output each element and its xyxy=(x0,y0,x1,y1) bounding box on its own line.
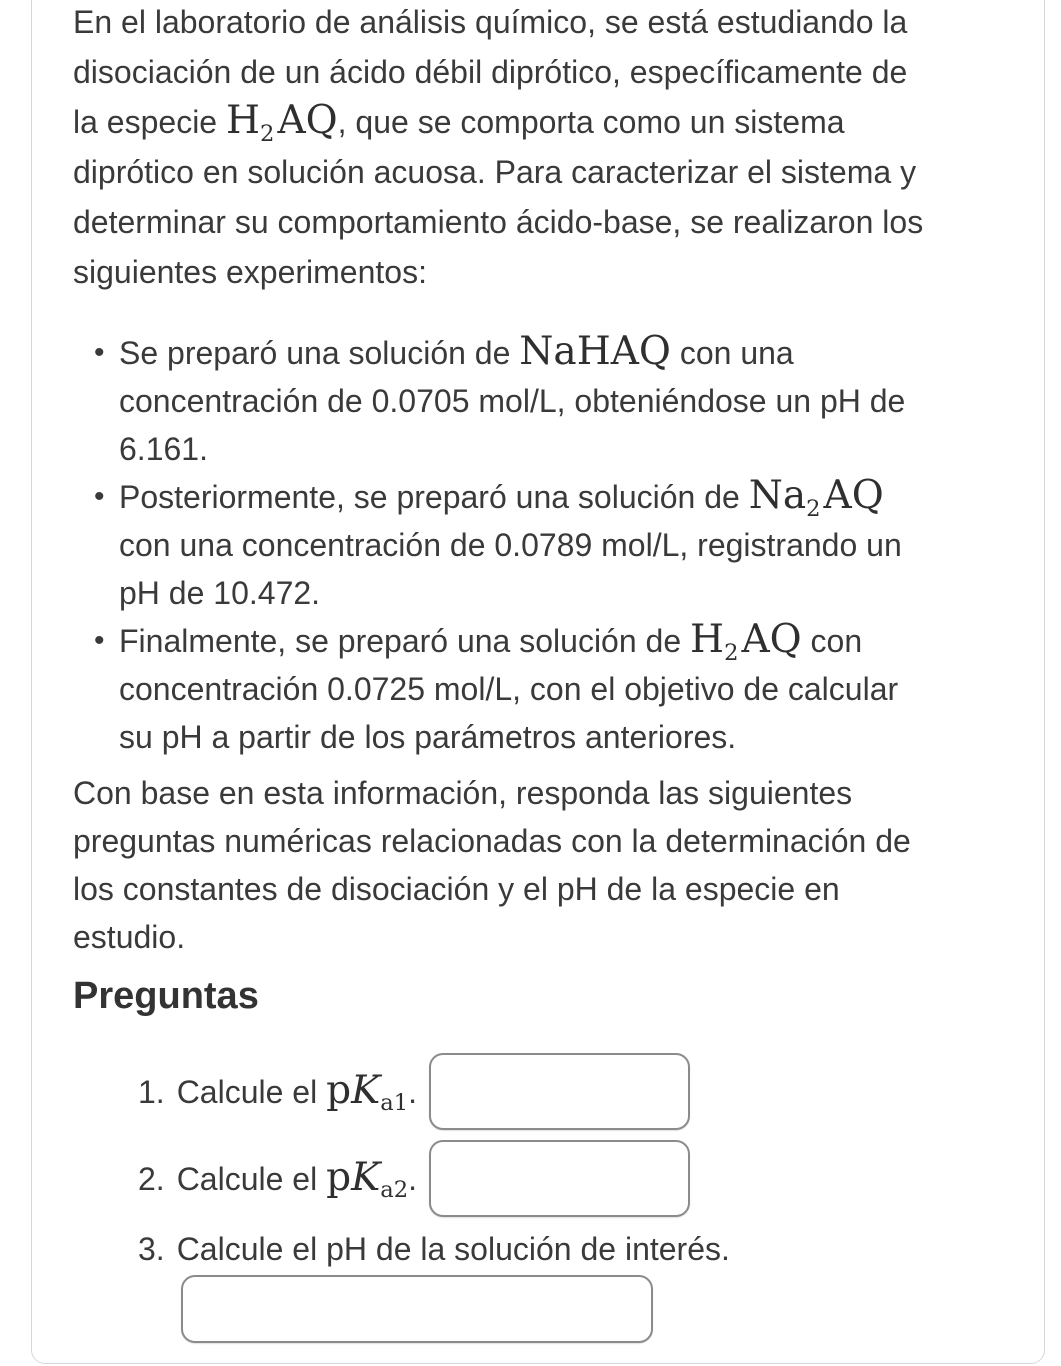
formula-symbol: K xyxy=(351,1067,381,1113)
pka1-answer-input[interactable] xyxy=(429,1053,690,1130)
text-line xyxy=(73,0,1016,47)
text-line xyxy=(119,617,898,665)
experiment-item xyxy=(73,473,1016,617)
text-line xyxy=(119,377,905,425)
experiment-item xyxy=(73,617,1016,761)
text-line xyxy=(119,665,898,713)
text-run: Finalmente, se preparó una solución de xyxy=(119,623,691,659)
question-item-pka1 xyxy=(138,1053,1016,1130)
chem-formula xyxy=(326,1067,409,1117)
text-run: con una concentración de 0.0789 mol/L, registrando un xyxy=(119,527,902,563)
question-label xyxy=(176,1067,418,1117)
text-run: concentración de 0.0705 mol/L, obteniéndose un pH de xyxy=(119,383,906,419)
text-run: concentración 0.0725 mol/L, con el objetivo de calcular xyxy=(119,671,899,707)
chem-formula xyxy=(225,98,338,147)
text-line xyxy=(73,97,1016,147)
text-run: siguientes experimentos: xyxy=(73,254,427,290)
text-run: pH de 10.472. xyxy=(119,575,321,611)
formula-symbol: NaHAQ xyxy=(519,329,671,374)
formula-symbol: H xyxy=(690,617,725,662)
text-run: . xyxy=(408,1073,418,1110)
text-line xyxy=(119,425,905,473)
text-run: Calcule el pH de la solución de interés. xyxy=(176,1231,730,1267)
text-run: Se preparó una solución de xyxy=(119,335,520,371)
problem-statement xyxy=(73,0,1016,297)
formula-symbol: K xyxy=(351,1154,381,1200)
formula-symbol: AQ xyxy=(741,617,802,662)
question-number: 3. xyxy=(138,1231,165,1267)
question-list xyxy=(73,1053,1016,1343)
formula-symbol: p xyxy=(326,1067,352,1113)
text-line xyxy=(73,197,1016,247)
question-label-line xyxy=(138,1227,1016,1271)
chem-formula xyxy=(519,329,671,374)
experiment-list xyxy=(73,329,1016,761)
questions-heading: Preguntas xyxy=(73,975,259,1017)
chem-formula xyxy=(690,617,802,666)
formula-subscript: 2 xyxy=(260,120,275,147)
question-label xyxy=(177,1227,730,1271)
text-run: , que se comporta como un sistema xyxy=(337,104,845,140)
text-run: En el laboratorio de análisis químico, se está estudiando la xyxy=(73,4,908,40)
question-card-content xyxy=(32,0,1044,1343)
formula-subscript: 2 xyxy=(806,495,821,522)
text-line xyxy=(73,817,1016,865)
question-label xyxy=(176,1154,418,1204)
formula-symbol: H xyxy=(225,98,261,143)
bullet-marker: • xyxy=(94,336,105,369)
text-run: los constantes de disociación y el pH de la especie en xyxy=(73,871,840,907)
question-item-ph xyxy=(138,1227,1016,1343)
text-line xyxy=(73,913,1016,961)
text-line xyxy=(119,473,902,521)
text-line xyxy=(119,329,905,377)
formula-symbol: AQ xyxy=(277,98,338,143)
experiment-text xyxy=(119,617,898,761)
text-run: 6.161. xyxy=(119,431,208,467)
formula-subscript: a1 xyxy=(380,1090,409,1117)
text-run: Calcule el xyxy=(176,1160,327,1197)
text-run: con xyxy=(801,623,863,659)
formula-symbol: p xyxy=(326,1154,352,1200)
text-line xyxy=(73,47,1016,97)
text-run: preguntas numéricas relacionadas con la determinación de xyxy=(73,823,911,859)
chem-formula xyxy=(748,473,884,522)
question-number: 1. xyxy=(138,1073,165,1110)
text-line xyxy=(73,147,1016,197)
text-line xyxy=(73,769,1016,817)
text-run: su pH a partir de los parámetros anteriores. xyxy=(119,719,737,755)
ph-answer-input[interactable] xyxy=(181,1275,653,1343)
formula-symbol: AQ xyxy=(823,473,884,518)
text-run: . xyxy=(408,1160,418,1197)
question-card xyxy=(31,0,1045,1364)
formula-subscript: 2 xyxy=(724,639,739,666)
text-run: Con base en esta información, responda las siguientes xyxy=(73,775,853,811)
text-run: Posteriormente, se preparó una solución de xyxy=(119,479,749,515)
text-run: determinar su comportamiento ácido-base, se realizaron los xyxy=(73,204,924,240)
text-run: diprótico en solución acuosa. Para caracterizar el sistema y xyxy=(73,154,917,190)
text-run: la especie xyxy=(73,104,226,140)
instructions-paragraph xyxy=(73,769,1016,961)
experiment-item xyxy=(73,329,1016,473)
text-run: disociación de un ácido débil diprótico, específicamente de xyxy=(73,54,908,90)
formula-subscript: a2 xyxy=(380,1177,409,1204)
formula-symbol: Na xyxy=(748,473,807,518)
question-item-pka2 xyxy=(138,1140,1016,1217)
text-line xyxy=(73,247,1016,297)
experiment-text xyxy=(119,473,902,617)
bullet-marker: • xyxy=(94,624,105,657)
text-line xyxy=(119,569,902,617)
bullet-marker: • xyxy=(94,480,105,513)
text-run: Calcule el xyxy=(176,1073,327,1110)
chem-formula xyxy=(326,1154,409,1204)
experiment-text xyxy=(119,329,905,473)
question-number: 2. xyxy=(138,1160,165,1197)
text-line xyxy=(119,521,902,569)
pka2-answer-input[interactable] xyxy=(429,1140,690,1217)
text-run: con una xyxy=(670,335,794,371)
text-line xyxy=(119,713,898,761)
text-line xyxy=(73,865,1016,913)
text-run: estudio. xyxy=(73,919,186,955)
